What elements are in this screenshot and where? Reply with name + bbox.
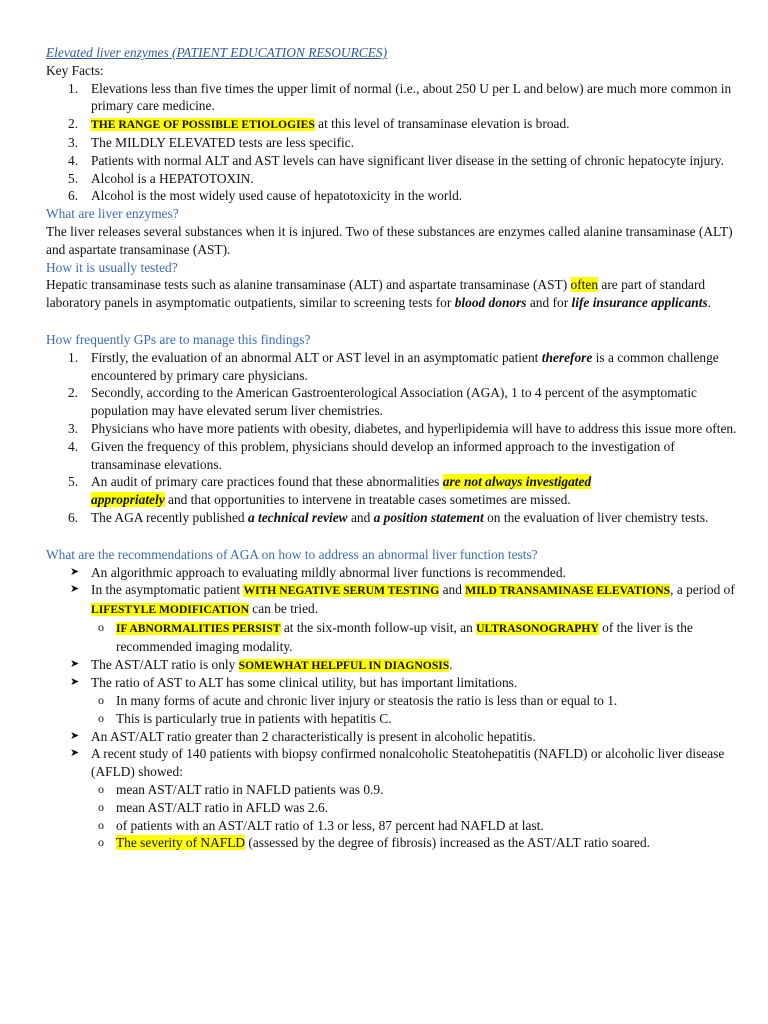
gp-list — [46, 349, 738, 527]
sub-item: o The severity of NAFLD (assessed by the degree of fibrosis) increased as the AST/ALT ratio soared. — [98, 835, 651, 851]
arrow-bullet-icon: ➤ — [70, 747, 80, 760]
sub-item: o This is particularly true in patients with hepatitis C. — [98, 710, 392, 726]
arrow-bullet-icon: ➤ — [70, 583, 80, 596]
paragraph: Hepatic transaminase tests such as alanine transaminase (ALT) and aspartate transaminase (AST) often are part of standard laboratory panels in asymptomatic outpatients, similar to screening tests for blood donors and for life insurance applicants. — [46, 277, 712, 311]
list-item: 3. Physicians who have more patients with obesity, diabetes, and hyperlipidemia will have to address this issue more often. — [68, 420, 737, 436]
list-item: ➤ A recent study of 140 patients with biopsy confirmed nonalcoholic Steatohepatitis (NAFLD) or alcoholic liver disease (AFLD) showed: o mean AST/ALT ratio in NAFLD patients was 0.9. o mean AST/ALT ratio in AFLD was 2.6. o of patients with an AST/ALT ratio of 1.3 or less, 87 percent had NAFLD at last. o The severity of NAFLD (assessed by the degree of fibrosis) increased as the AST/ALT ratio soared. — [46, 745, 738, 852]
section-heading: How it is usually tested? — [46, 259, 178, 275]
list-item: 1. Firstly, the evaluation of an abnormal ALT or AST level in an asymptomatic patient therefore is a common challenge encountered by primary care physicians. — [68, 349, 719, 383]
highlight: IF ABNORMALITIES PERSIST — [116, 621, 281, 635]
list-item: 4. Given the frequency of this problem, physicians should develop an informed approach to the investigation of transaminase elevations. — [68, 438, 675, 472]
list-item: 4. Patients with normal ALT and AST levels can have significant liver disease in the setting of chronic hepatocyte injury. — [68, 152, 724, 168]
highlight: LIFESTYLE MODIFICATION — [91, 603, 249, 617]
arrow-bullet-icon: ➤ — [70, 565, 80, 578]
list-item: ➤ In the asymptomatic patient WITH NEGATIVE SERUM TESTING and MILD TRANSAMINASE ELEVATIONS, a period of LIFESTYLE MODIFICATION can be tried. o IF ABNORMALITIES PERSIST at the six-month follow-up visit, an ULTRASONOGRAPHY of the liver is the recommended imaging modality. — [46, 581, 738, 655]
list-item: ➤ An algorithmic approach to evaluating mildly abnormal liver functions is recommended. — [70, 564, 566, 580]
sub-item: o IF ABNORMALITIES PERSIST at the six-month follow-up visit, an ULTRASONOGRAPHY of the liver is the recommended imaging modality. — [98, 619, 693, 654]
sub-item: o mean AST/ALT ratio in NAFLD patients was 0.9. — [98, 782, 384, 798]
section-heading: How frequently GPs are to manage this findings? — [46, 331, 311, 347]
sub-item: o In many forms of acute and chronic liver injury or steatosis the ratio is less than or equal to 1. — [98, 693, 618, 709]
list-item: 3. The MILDLY ELEVATED tests are less specific. — [68, 134, 355, 150]
section-heading: What are the recommendations of AGA on how to address an abnormal liver function tests? — [46, 546, 538, 562]
arrow-bullet-icon: ➤ — [70, 657, 80, 670]
highlight: are not always investigated — [442, 474, 592, 490]
arrow-bullet-icon: ➤ — [70, 676, 80, 689]
paragraph: The liver releases several substances when it is injured. Two of these substances are enzymes called alanine transaminase (ALT) and aspartate transaminase (AST). — [46, 223, 733, 257]
highlight: MILD TRANSAMINASE ELEVATIONS — [465, 584, 671, 598]
highlight: often — [570, 277, 599, 293]
sub-item: o mean AST/ALT ratio in AFLD was 2.6. — [98, 799, 329, 815]
list-item: 5. Alcohol is a HEPATOTOXIN. — [68, 170, 254, 186]
list-item: 6. The AGA recently published a technical review and a position statement on the evaluation of liver chemistry tests. — [68, 509, 709, 525]
recommendations-list — [46, 564, 738, 853]
list-item: 2. THE RANGE OF POSSIBLE ETIOLOGIES at this level of transaminase elevation is broad. — [68, 116, 570, 132]
list-item: ➤ The ratio of AST to ALT has some clinical utility, but has important limitations. o In many forms of acute and chronic liver injury or steatosis the ratio is less than or equal to 1. o This is particularly true in patients with hepatitis C. — [46, 674, 738, 727]
list-item: 2. Secondly, according to the American Gastroenterological Association (AGA), 1 to 4 percent of the asymptomatic population may have elevated serum liver chemistries. — [68, 385, 697, 419]
highlight: appropriately — [91, 492, 165, 508]
arrow-bullet-icon: ➤ — [70, 729, 80, 742]
list-item: 1. Elevations less than five times the upper limit of normal (i.e., about 250 U per L and below) are much more common in primary care medicine. — [68, 80, 732, 114]
circle-bullet-icon: o — [98, 835, 104, 850]
highlight: THE RANGE OF POSSIBLE ETIOLOGIES — [91, 118, 315, 132]
circle-bullet-icon: o — [98, 817, 104, 832]
list-item: 5. An audit of primary care practices found that these abnormalities are not always investigated appropriately and that opportunities to intervene in treatable cases sometimes are missed. — [68, 474, 592, 508]
document-title: Elevated liver enzymes (PATIENT EDUCATION RESOURCES) — [46, 45, 388, 60]
list-item: 6. Alcohol is the most widely used cause of hepatotoxicity in the world. — [68, 188, 463, 204]
circle-bullet-icon: o — [98, 710, 104, 725]
circle-bullet-icon: o — [98, 799, 104, 814]
highlight: The severity of NAFLD — [116, 835, 246, 851]
highlight: ULTRASONOGRAPHY — [476, 621, 599, 635]
list-item: ➤ An AST/ALT ratio greater than 2 characteristically is present in alcoholic hepatitis. — [70, 728, 536, 744]
circle-bullet-icon: o — [98, 782, 104, 797]
circle-bullet-icon: o — [98, 619, 104, 634]
sub-item: o of patients with an AST/ALT ratio of 1.3 or less, 87 percent had NAFLD at last. — [98, 817, 544, 833]
highlight: SOMEWHAT HELPFUL IN DIAGNOSIS — [238, 658, 450, 672]
section-heading: What are liver enzymes? — [46, 206, 179, 222]
highlight: WITH NEGATIVE SERUM TESTING — [243, 584, 440, 598]
circle-bullet-icon: o — [98, 693, 104, 708]
key-facts-label: Key Facts: — [46, 62, 104, 78]
key-facts-list — [46, 80, 738, 206]
list-item: ➤ The AST/ALT ratio is only SOMEWHAT HELPFUL IN DIAGNOSIS. — [70, 656, 453, 672]
